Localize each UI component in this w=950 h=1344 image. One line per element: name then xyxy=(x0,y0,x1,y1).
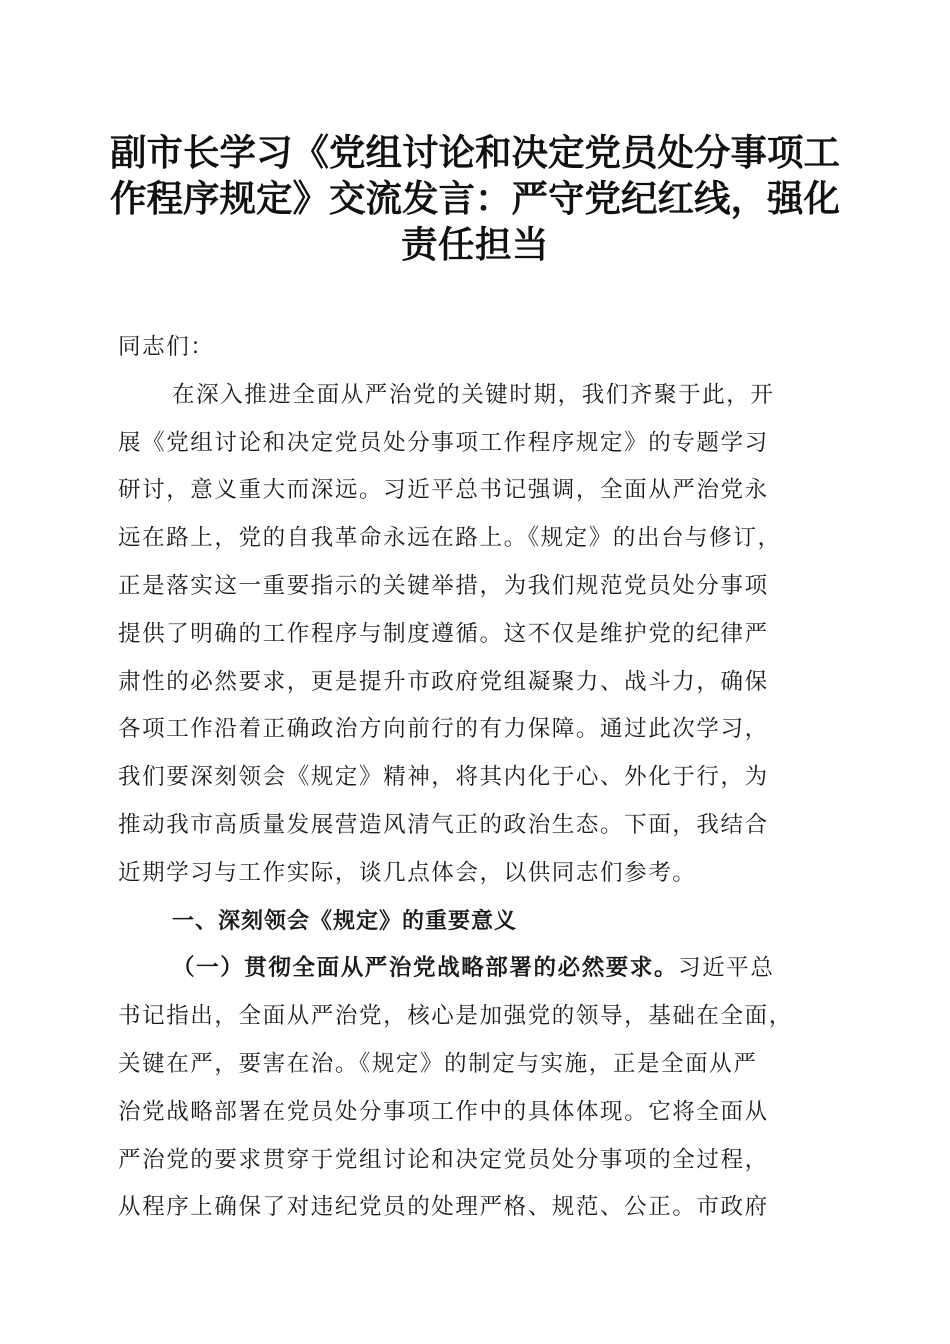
subsection-heading: （一）贯彻全面从严治党战略部署的必然要求。 xyxy=(172,955,679,982)
title-line: 责任担当 xyxy=(401,223,549,266)
paragraph-text: 习近平总 xyxy=(678,955,775,982)
paragraph-line: 远在路上，党的自我革命永远在路上。《规定》的出台与修订， xyxy=(118,525,782,552)
document-body xyxy=(118,324,834,1232)
paragraph-line: 近期学习与工作实际，谈几点体会，以供同志们参考。 xyxy=(118,859,697,886)
title-line: 作程序规定》交流发言：严守党纪红线，强化 xyxy=(110,177,840,220)
paragraph-line: 从程序上确保了对违纪党员的处理严格、规范、公正。市政府 xyxy=(118,1194,769,1221)
paragraph-line: 研讨，意义重大而深远。习近平总书记强调，全面从严治党永 xyxy=(118,477,769,504)
paragraph-line: 书记指出，全面从严治党，核心是加强党的领导，基础在全面， xyxy=(118,1003,793,1030)
paragraph-line: 严治党的要求贯穿于党组讨论和决定党员处分事项的全过程， xyxy=(118,1146,769,1173)
paragraph-line: 各项工作沿着正确政治方向前行的有力保障。通过此次学习， xyxy=(118,716,769,743)
paragraph-line: 在深入推进全面从严治党的关键时期，我们齐聚于此，开 xyxy=(172,381,775,408)
paragraph-line: 我们要深刻领会《规定》精神，将其内化于心、外化于行，为 xyxy=(118,764,769,791)
salutation: 同志们： xyxy=(118,334,215,360)
paragraph-line: 肃性的必然要求，更是提升市政府党组凝聚力、战斗力，确保 xyxy=(118,668,769,695)
paragraph-line: 展《党组讨论和决定党员处分事项工作程序规定》的专题学习 xyxy=(118,429,769,456)
title-line: 副市长学习《党组讨论和决定党员处分事项工 xyxy=(110,131,840,174)
paragraph-line: 治党战略部署在党员处分事项工作中的具体体现。它将全面从 xyxy=(118,1098,769,1125)
paragraph-line: 关键在严，要害在治。《规定》的制定与实施，正是全面从严 xyxy=(118,1050,758,1077)
document-title xyxy=(110,130,840,268)
subsection-paragraph xyxy=(118,945,834,1232)
paragraph-line xyxy=(118,945,834,993)
paragraph-line: 提供了明确的工作程序与制度遵循。这不仅是维护党的纪律严 xyxy=(118,620,769,647)
intro-paragraph xyxy=(118,372,834,898)
paragraph-line: 正是落实这一重要指示的关键举措，为我们规范党员处分事项 xyxy=(118,572,769,599)
paragraph-line: 推动我市高质量发展营造风清气正的政治生态。下面，我结合 xyxy=(118,811,769,838)
section-heading: 一、深刻领会《规定》的重要意义 xyxy=(172,908,518,934)
